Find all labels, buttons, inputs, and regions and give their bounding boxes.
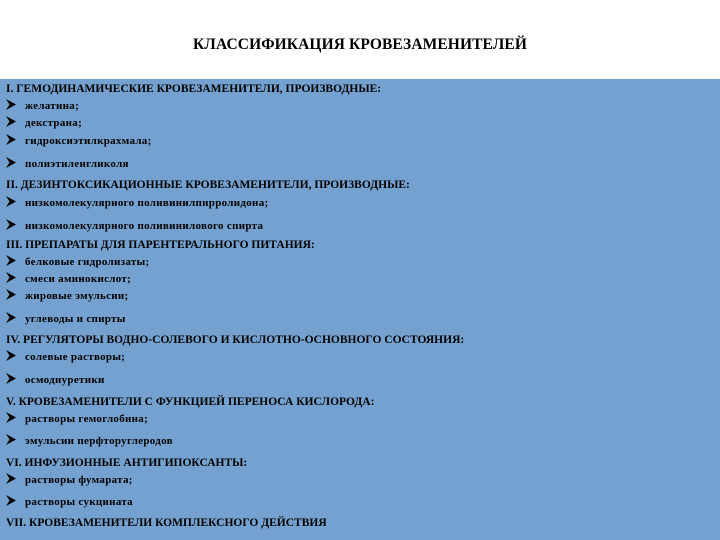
section-heading-7: VII. КРОВЕЗАМЕНИТЕЛИ КОМПЛЕКСНОГО ДЕЙСТВИЯ bbox=[6, 517, 327, 529]
arrow-bullet-icon bbox=[6, 255, 16, 266]
list-item bbox=[6, 412, 148, 426]
list-item bbox=[6, 116, 82, 130]
section-heading-2: II. ДЕЗИНТОКСИКАЦИОННЫЕ КРОВЕЗАМЕНИТЕЛИ, ПРОИЗВОДНЫЕ: bbox=[6, 179, 410, 191]
list-item-label: белковые гидролизаты; bbox=[25, 256, 150, 268]
section-heading-4: IV. РЕГУЛЯТОРЫ ВОДНО-СОЛЕВОГО И КИСЛОТНО-ОСНОВНОГО СОСТОЯНИЯ: bbox=[6, 334, 465, 346]
arrow-bullet-icon bbox=[6, 373, 16, 384]
list-item bbox=[6, 312, 126, 326]
arrow-bullet-icon bbox=[6, 434, 16, 445]
list-item bbox=[6, 473, 133, 487]
arrow-bullet-icon bbox=[6, 412, 16, 423]
section-heading-5: V. КРОВЕЗАМЕНИТЕЛИ С ФУНКЦИЕЙ ПЕРЕНОСА КИСЛОРОДА: bbox=[6, 396, 375, 408]
list-item-label: растворы фумарата; bbox=[25, 474, 133, 486]
list-item-label: желатина; bbox=[25, 100, 80, 112]
section-heading-1: I. ГЕМОДИНАМИЧЕСКИЕ КРОВЕЗАМЕНИТЕЛИ, ПРОИЗВОДНЫЕ: bbox=[6, 83, 382, 95]
list-item-label: гидроксиэтилкрахмала; bbox=[25, 135, 152, 147]
list-item bbox=[6, 350, 125, 364]
list-item-label: солевые растворы; bbox=[25, 351, 126, 363]
list-item bbox=[6, 255, 149, 269]
arrow-bullet-icon bbox=[6, 99, 16, 110]
list-item-label: жировые эмульсии; bbox=[25, 290, 129, 302]
arrow-bullet-icon bbox=[6, 134, 16, 145]
arrow-bullet-icon bbox=[6, 116, 16, 127]
list-item bbox=[6, 196, 268, 210]
list-item bbox=[6, 289, 129, 303]
list-item bbox=[6, 99, 79, 113]
arrow-bullet-icon bbox=[6, 495, 16, 506]
list-item-label: растворы сукцината bbox=[25, 496, 133, 508]
arrow-bullet-icon bbox=[6, 196, 16, 207]
arrow-bullet-icon bbox=[6, 312, 16, 323]
arrow-bullet-icon bbox=[6, 272, 16, 283]
list-item-label: эмульсии перфторуглеродов bbox=[25, 435, 173, 447]
classification-panel bbox=[0, 79, 720, 540]
arrow-bullet-icon bbox=[6, 157, 16, 168]
arrow-bullet-icon bbox=[6, 350, 16, 361]
list-item bbox=[6, 373, 105, 387]
list-item-label: растворы гемоглобина; bbox=[25, 413, 149, 425]
section-heading-3: III. ПРЕПАРАТЫ ДЛЯ ПАРЕНТЕРАЛЬНОГО ПИТАНИЯ: bbox=[6, 239, 315, 251]
list-item-label: декстрана; bbox=[25, 117, 83, 129]
list-item-label: низкомолекулярного поливинилпирролидона; bbox=[25, 197, 269, 209]
arrow-bullet-icon bbox=[6, 473, 16, 484]
list-item-label: смеси аминокислот; bbox=[25, 273, 132, 285]
list-item bbox=[6, 495, 133, 509]
arrow-bullet-icon bbox=[6, 289, 16, 300]
arrow-bullet-icon bbox=[6, 219, 16, 230]
list-item bbox=[6, 134, 152, 148]
page-title: КЛАССИФИКАЦИЯ КРОВЕЗАМЕНИТЕЛЕЙ bbox=[192, 36, 528, 53]
list-item-label: низкомолекулярного поливинилового спирта bbox=[25, 220, 264, 232]
list-item bbox=[6, 157, 129, 171]
list-item-label: полиэтиленгликоля bbox=[25, 158, 129, 170]
list-item bbox=[6, 434, 173, 448]
list-item-label: углеводы и спирты bbox=[25, 313, 126, 325]
list-item bbox=[6, 272, 131, 286]
list-item-label: осмодиуретики bbox=[25, 374, 105, 386]
list-item bbox=[6, 219, 263, 233]
section-heading-6: VI. ИНФУЗИОННЫЕ АНТИГИПОКСАНТЫ: bbox=[6, 457, 248, 469]
